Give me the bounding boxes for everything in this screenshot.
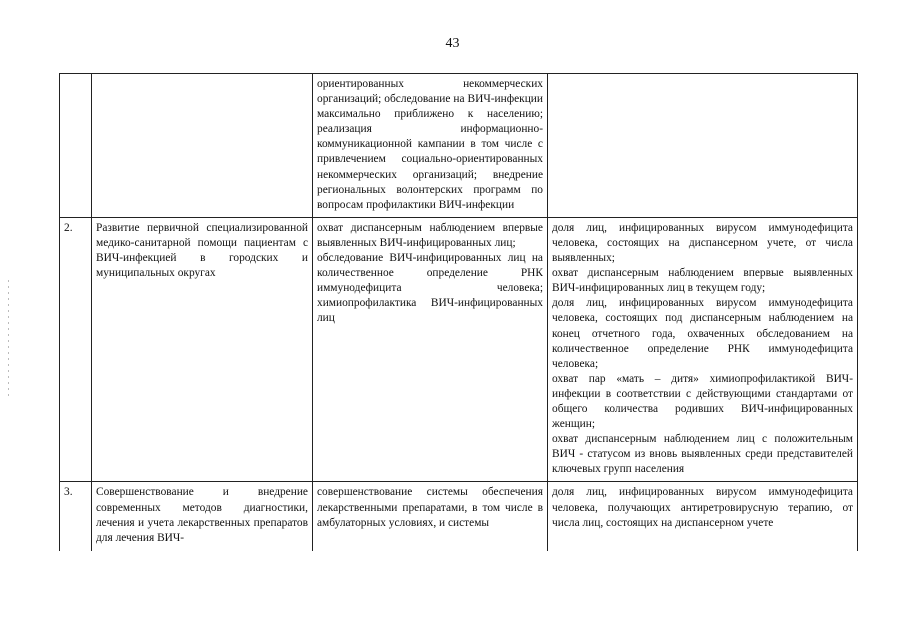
row-number xyxy=(60,74,92,218)
table-row xyxy=(60,74,858,218)
scan-margin-mark xyxy=(8,280,9,400)
direction-cell xyxy=(92,74,313,218)
measures-cell: ориентированных некоммерческих организаций; обследование на ВИЧ-инфекции максимально приближено к населению; реализация информационно-коммуникационной кампании в том числе с привлечением социально-ориентированных некоммерческих организаций; внедрение региональных волонтерских программ по вопросам профилактики ВИЧ-инфекции xyxy=(313,74,548,218)
indicators-cell: доля лиц, инфицированных вирусом иммунодефицита человека, состоящих на диспансерном учете, от числа выявленных; охват диспансерным наблюдением впервые выявленных ВИЧ-инфицированных лиц в текущем году; доля лиц, инфицированных вирусом иммунодефицита человека, состоящих под диспансерным наблюдением на конец отчетного года, охваченных обследованием на количественное определение РНК иммунодефицита человека; охват пар «мать – дитя» химиопрофилактикой ВИЧ-инфекции в соответствии с действующими стандартами от общего количества родивших ВИЧ-инфицированных женщин; охват диспансерным наблюдением лиц с положительным ВИЧ - статусом из вновь выявленных среди представителей ключевых групп населения xyxy=(548,217,858,482)
program-table xyxy=(59,73,858,551)
measures-cell: охват диспансерным наблюдением впервые выявленных ВИЧ-инфицированных лиц; обследование ВИЧ-инфицированных лиц на количественное определение РНК иммунодефицита человека; химиопрофилактика ВИЧ-инфицированных лиц xyxy=(313,217,548,482)
indicators-cell: доля лиц, инфицированных вирусом иммунодефицита человека, получающих антиретровирусную терапию, от числа лиц, состоящих на диспансерном учете xyxy=(548,482,858,552)
direction-cell: Совершенствование и внедрение современных методов диагностики, лечения и учета лекарственных препаратов для лечения ВИЧ- xyxy=(92,482,313,552)
measures-cell: совершенствование системы обеспечения лекарственными препаратами, в том числе в амбулаторных условиях, и системы xyxy=(313,482,548,552)
table-row xyxy=(60,482,858,552)
direction-cell: Развитие первичной специализированной медико-санитарной помощи пациентам с ВИЧ-инфекцией в городских и муниципальных округах xyxy=(92,217,313,482)
indicators-cell xyxy=(548,74,858,218)
table-row xyxy=(60,217,858,482)
page-number: 43 xyxy=(445,36,460,51)
row-number: 3. xyxy=(60,482,92,552)
row-number: 2. xyxy=(60,217,92,482)
